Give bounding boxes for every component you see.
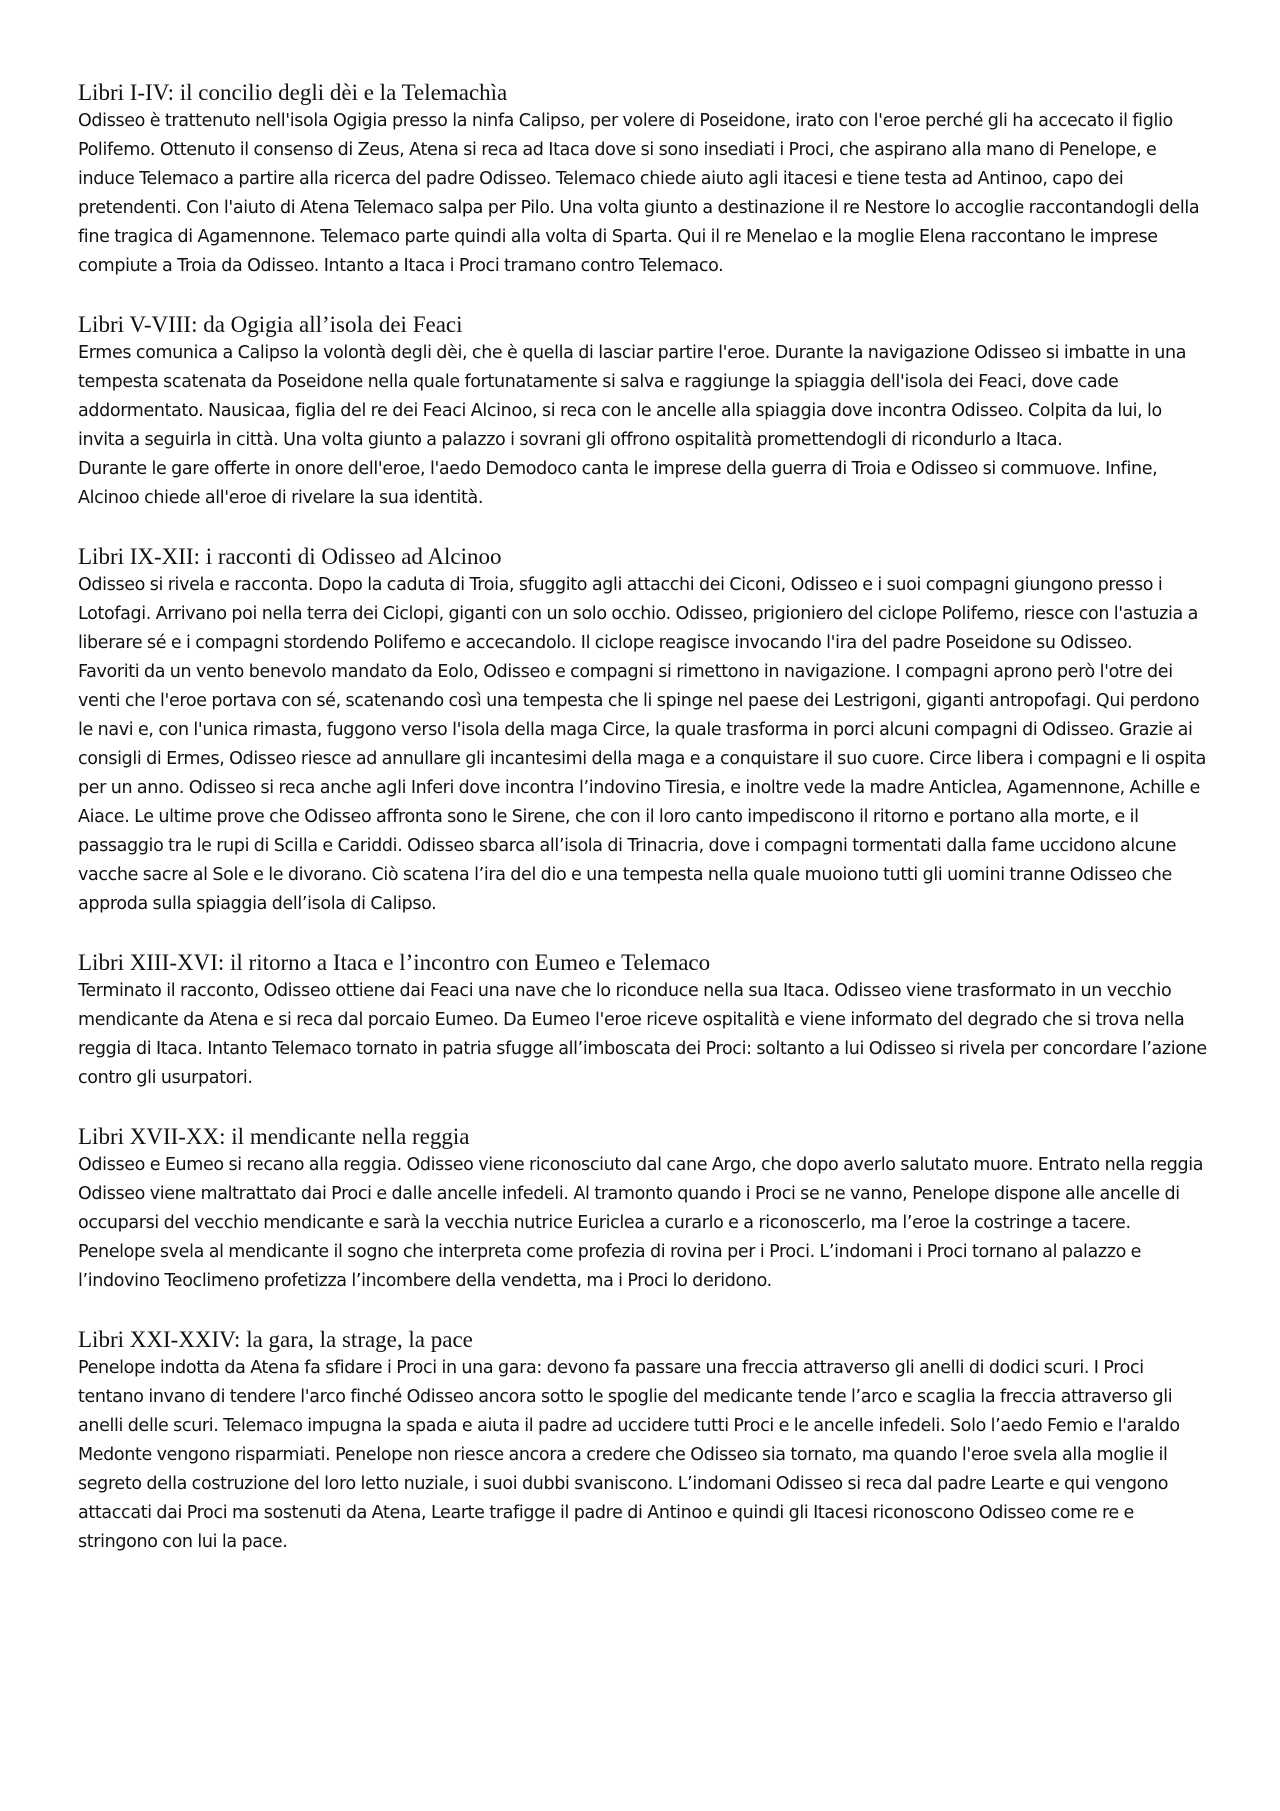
section-books-21-24 [78, 1325, 1210, 1557]
section-heading: Libri IX-XII: i racconti di Odisseo ad Alcinoo [78, 544, 502, 569]
document-page [78, 78, 1210, 1586]
section-paragraph: Odisseo è trattenuto nell'isola Ogigia presso la ninfa Calipso, per volere di Poseidone, irato con l'eroe perché gli ha accecato il figlio Polifemo. Ottenuto il consenso di Zeus, Atena si reca ad Itaca dove si sono insediati i Proci, che aspirano alla mano di Penelope, e induce Telemaco a partire alla ricerca del padre Odisseo. Telemaco chiede aiuto agli itacesi e tiene testa ad Antinoo, capo dei pretendenti. Con l'aiuto di Atena Telemaco salpa per Pilo. Una volta giunto a destinazione il re Nestore lo accoglie raccontandogli della fine tragica di Agamennone. Telemaco parte quindi alla volta di Sparta. Qui il re Menelao e la moglie Elena raccontano le imprese compiute a Troia da Odisseo. Intanto a Itaca i Proci tramano contro Telemaco. [78, 111, 1200, 276]
section-paragraph: Odisseo e Eumeo si recano alla reggia. Odisseo viene riconosciuto dal cane Argo, che dopo averlo salutato muore. Entrato nella reggia Odisseo viene maltrattato dai Proci e dalle ancelle infedeli. Al tramonto quando i Proci se ne vanno, Penelope dispone alle ancelle di occuparsi del vecchio mendicante e sarà la vecchia nutrice Euriclea a curarlo e a riconoscerlo, ma l’eroe la costringe a tacere. Penelope svela al mendicante il sogno che interpreta come profezia di rovina per i Proci. L’indomani i Proci tornano al palazzo e l’indovino Teoclimeno profetizza l’incombere della vendetta, ma i Proci lo deridono. [78, 1155, 1204, 1291]
section-books-17-20 [78, 1122, 1210, 1296]
section-paragraph: Terminato il racconto, Odisseo ottiene dai Feaci una nave che lo riconduce nella sua Itaca. Odisseo viene trasformato in un vecchio mendicante da Atena e si reca dal porcaio Eumeo. Da Eumeo l'eroe riceve ospitalità e viene informato del degrado che si trova nella reggia di Itaca. Intanto Telemaco tornato in patria sfugge all’imboscata dei Proci: soltanto a lui Odisseo si rivela per concordare l’azione contro gli usurpatori. [78, 981, 1207, 1088]
section-books-5-8 [78, 310, 1210, 513]
section-paragraph: Odisseo si rivela e racconta. Dopo la caduta di Troia, sfuggito agli attacchi dei Ciconi, Odisseo e i suoi compagni giungono presso i Lotofagi. Arrivano poi nella terra dei Ciclopi, giganti con un solo occhio. Odisseo, prigioniero del ciclope Polifemo, riesce con l'astuzia a liberare sé e i compagni stordendo Polifemo e accecandolo. Il ciclope reagisce invocando l'ira del padre Poseidone su Odisseo. [78, 575, 1198, 653]
section-paragraph: Durante le gare offerte in onore dell'eroe, l'aedo Demodoco canta le imprese della guerra di Troia e Odisseo si commuove. Infine, Alcinoo chiede all'eroe di rivelare la sua identità. [78, 459, 1158, 508]
section-heading: Libri XXI-XXIV: la gara, la strage, la pace [78, 1327, 473, 1352]
section-heading: Libri XVII-XX: il mendicante nella reggia [78, 1124, 470, 1149]
section-books-13-16 [78, 948, 1210, 1093]
section-paragraph: Ermes comunica a Calipso la volontà degli dèi, che è quella di lasciar partire l'eroe. Durante la navigazione Odisseo si imbatte in una tempesta scatenata da Poseidone nella quale fortunatamente si salva e raggiunge la spiaggia dell'isola dei Feaci, dove cade addormentato. Nausicaa, figlia del re dei Feaci Alcinoo, si reca con le ancelle alla spiaggia dove incontra Odisseo. Colpita da lui, lo invita a seguirla in città. Una volta giunto a palazzo i sovrani gli offrono ospitalità promettendogli di ricondurlo a Itaca. [78, 343, 1187, 450]
section-heading: Libri XIII-XVI: il ritorno a Itaca e l’incontro con Eumeo e Telemaco [78, 950, 711, 975]
section-heading: Libri I-IV: il concilio degli dèi e la Telemachìa [78, 80, 508, 105]
section-paragraph: Favoriti da un vento benevolo mandato da Eolo, Odisseo e compagni si rimettono in navigazione. I compagni aprono però l'otre dei venti che l'eroe portava con sé, scatenando così una tempesta che li spinge nel paese dei Lestrigoni, giganti antropofagi. Qui perdono le navi e, con l'unica rimasta, fuggono verso l'isola della maga Circe, la quale trasforma in porci alcuni compagni di Odisseo. Grazie ai consigli di Ermes, Odisseo riesce ad annullare gli incantesimi della maga e a conquistare il suo cuore. Circe libera i compagni e li ospita per un anno. Odisseo si reca anche agli Inferi dove incontra l’indovino Tiresia, e inoltre vede la madre Anticlea, Agamennone, Achille e Aiace. Le ultime prove che Odisseo affronta sono le Sirene, che con il loro canto impediscono il ritorno e portano alla morte, e il passaggio tra le rupi di Scilla e Cariddi. Odisseo sbarca all’isola di Trinacria, dove i compagni tormentati dalla fame uccidono alcune vacche sacre al Sole e le divorano. Ciò scatena l’ira del dio e una tempesta nella quale muoiono tutti gli uomini tranne Odisseo che approda sulla spiaggia dell’isola di Calipso. [78, 662, 1206, 914]
section-heading: Libri V-VIII: da Ogigia all’isola dei Feaci [78, 312, 463, 337]
section-books-9-12 [78, 542, 1210, 919]
section-books-1-4 [78, 78, 1210, 281]
section-paragraph: Penelope indotta da Atena fa sfidare i Proci in una gara: devono fa passare una freccia attraverso gli anelli di dodici scuri. I Proci tentano invano di tendere l'arco finché Odisseo ancora sotto le spoglie del medicante tende l’arco e scaglia la freccia attraverso gli anelli delle scuri. Telemaco impugna la spada e aiuta il padre ad uccidere tutti Proci e le ancelle infedeli. Solo l’aedo Femio e l'araldo Medonte vengono risparmiati. Penelope non riesce ancora a credere che Odisseo sia tornato, ma quando l'eroe svela alla moglie il segreto della costruzione del loro letto nuziale, i suoi dubbi svaniscono. L’indomani Odisseo si reca dal padre Learte e qui vengono attaccati dai Proci ma sostenuti da Atena, Learte trafigge il padre di Antinoo e quindi gli Itacesi riconoscono Odisseo come re e stringono con lui la pace. [78, 1358, 1180, 1552]
